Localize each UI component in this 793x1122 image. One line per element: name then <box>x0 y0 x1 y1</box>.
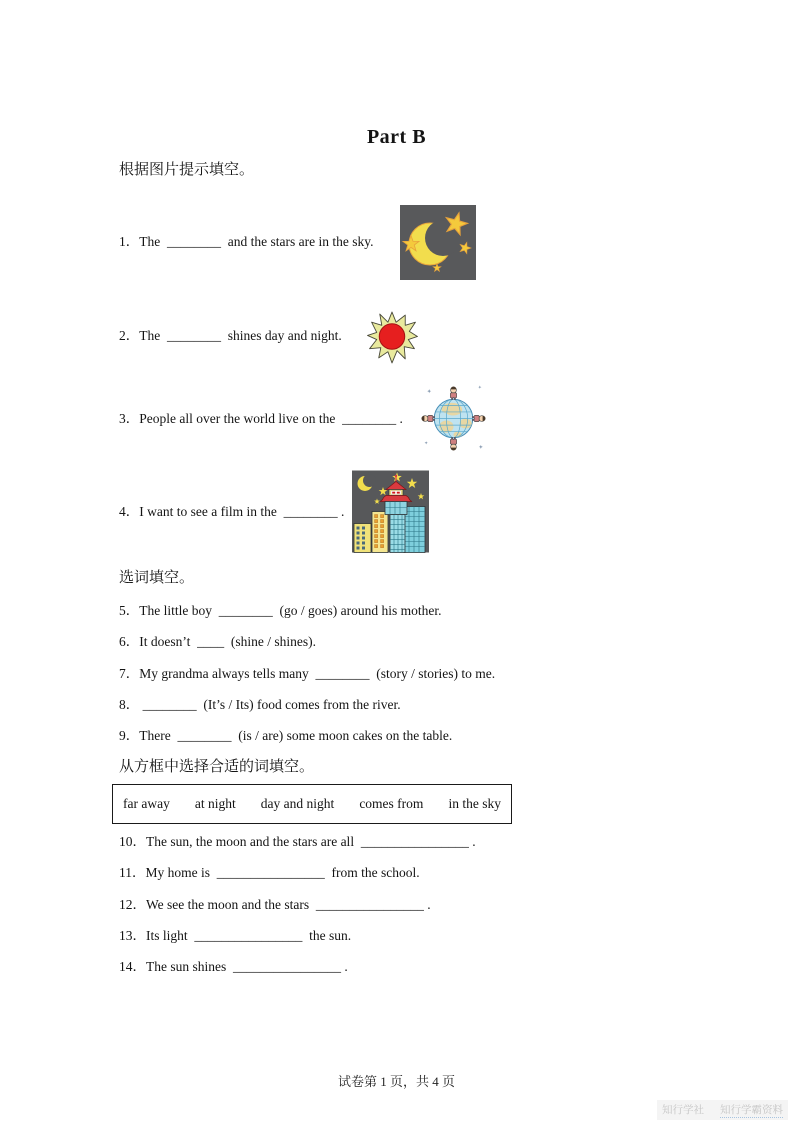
sun-image <box>366 310 418 366</box>
question-12: 12．We see the moon and the stars ________________ . <box>119 897 431 912</box>
question-8: 8． ________ (It’s / Its) food comes from the river. <box>119 697 401 712</box>
word-bank-box <box>112 784 512 824</box>
word-bank-item: day and night <box>260 796 335 811</box>
question-7: 7．My grandma always tells many ________ (story / stories) to me. <box>119 666 496 681</box>
watermark-text-1: 知行学社 <box>662 1105 704 1116</box>
instruction-word-bank: 从方框中选择合适的词填空。 <box>119 759 315 775</box>
question-1: 1．The ________ and the stars are in the sky. <box>119 234 374 249</box>
earth-image <box>421 378 487 458</box>
page-footer: 试卷第 1 页，共 4 页 <box>337 1074 455 1089</box>
cinema-image <box>352 470 429 553</box>
moon-stars-image <box>400 205 476 280</box>
watermark <box>657 1100 788 1120</box>
question-14: 14．The sun shines ________________ . <box>119 959 348 974</box>
question-10: 10．The sun, the moon and the stars are all ________________ . <box>119 834 476 849</box>
question-5: 5．The little boy ________ (go / goes) around his mother. <box>119 603 442 618</box>
word-bank-item: in the sky <box>448 796 501 811</box>
instruction-choose-word: 选词填空。 <box>119 570 195 586</box>
question-9: 9．There ________ (is / are) some moon cakes on the table. <box>119 728 453 743</box>
question-3: 3．People all over the world live on the ________ . <box>119 411 403 426</box>
word-bank-item: far away <box>123 796 170 811</box>
question-13: 13．Its light ________________ the sun. <box>119 928 352 943</box>
question-4: 4．I want to see a film in the ________ . <box>119 504 345 519</box>
watermark-text-2: 知行学霸资料 <box>720 1102 783 1118</box>
instruction-fill-by-picture: 根据图片提示填空。 <box>119 162 255 178</box>
word-bank-item: comes from <box>359 796 424 811</box>
question-11: 11．My home is ________________ from the school. <box>119 865 420 880</box>
question-2: 2．The ________ shines day and night. <box>119 328 342 343</box>
question-6: 6．It doesn’t ____ (shine / shines). <box>119 634 316 649</box>
page-title: Part B <box>366 126 427 148</box>
word-bank-item: at night <box>194 796 236 811</box>
